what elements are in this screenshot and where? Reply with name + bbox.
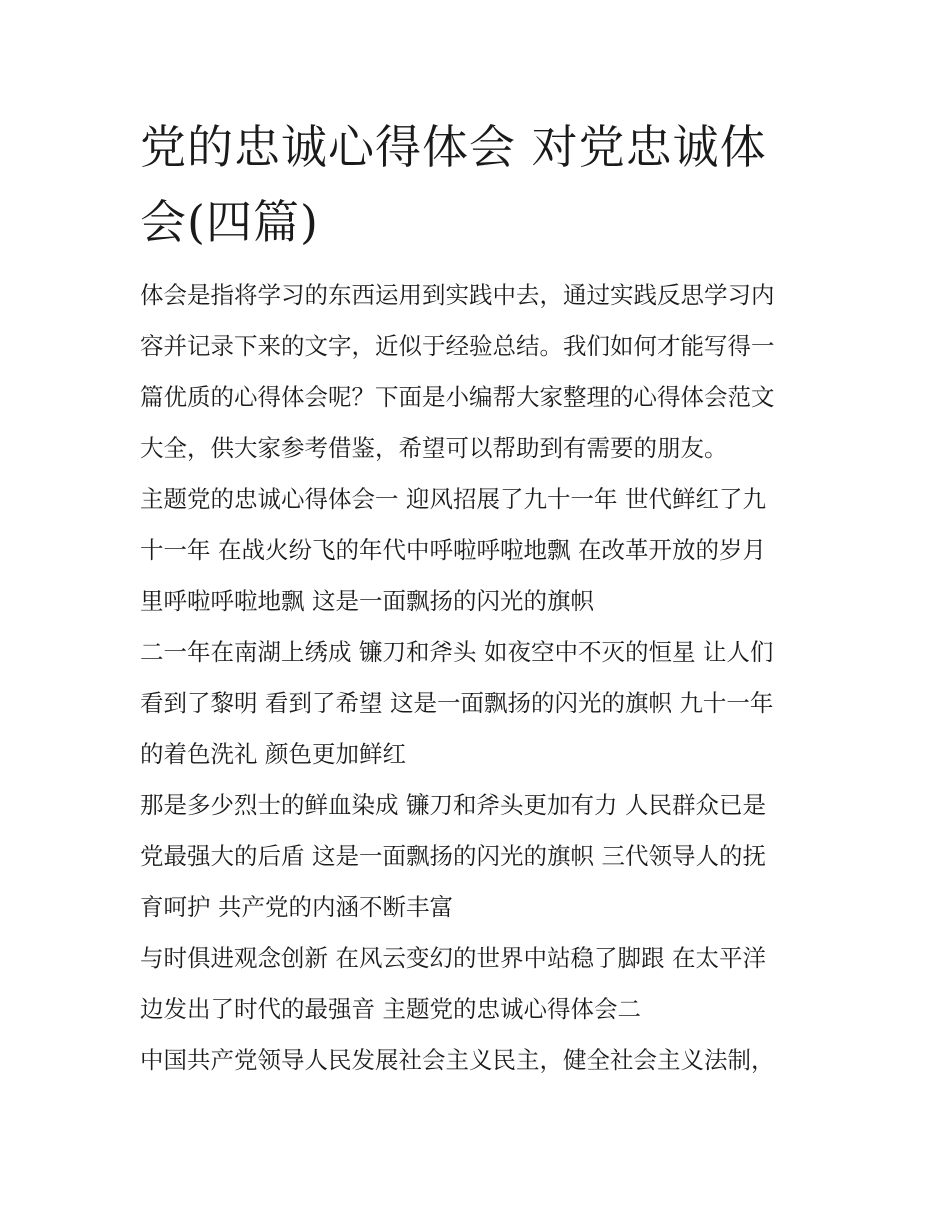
text-line: 体会是指将学习的东西运用到实践中去，通过实践反思学习内 [140, 281, 775, 309]
text-line: 中国共产党领导人民发展社会主义民主，健全社会主义法制， [140, 1046, 775, 1074]
text-line: 大全，供大家参考借鉴，希望可以帮助到有需要的朋友。 [140, 434, 728, 462]
intro-paragraph [140, 270, 820, 474]
title-line: 党的忠诚心得体会 对党忠诚体 [140, 120, 767, 174]
text-line: 容并记录下来的文字，近似于经验总结。我们如何才能写得一 [140, 332, 775, 360]
text-line: 育呵护 共产党的内涵不断丰富 [140, 893, 453, 921]
text-line: 主题党的忠诚心得体会一 迎风招展了九十一年 世代鲜红了九 [140, 485, 766, 513]
text-line: 二一年在南湖上绣成 镰刀和斧头 如夜空中不灭的恒星 让人们 [140, 638, 774, 666]
body-paragraph [140, 933, 820, 1035]
text-line: 与时俱进观念创新 在风云变幻的世界中站稳了脚跟 在太平洋 [140, 944, 766, 972]
text-line: 十一年 在战火纷飞的年代中呼啦呼啦地飘 在改革开放的岁月 [140, 536, 766, 564]
text-line: 篇优质的心得体会呢？下面是小编帮大家整理的心得体会范文 [140, 383, 775, 411]
text-line: 的着色洗礼 颜色更加鲜红 [140, 740, 406, 768]
text-line: 那是多少烈士的鲜血染成 镰刀和斧头更加有力 人民群众已是 [140, 791, 766, 819]
document-title [140, 110, 820, 260]
document-page [140, 110, 820, 1086]
body-paragraph [140, 780, 820, 933]
title-line: 会(四篇) [140, 195, 319, 249]
text-line: 党最强大的后盾 这是一面飘扬的闪光的旗帜 三代领导人的抚 [140, 842, 766, 870]
text-line: 看到了黎明 看到了希望 这是一面飘扬的闪光的旗帜 九十一年 [140, 689, 774, 717]
text-line: 里呼啦呼啦地飘 这是一面飘扬的闪光的旗帜 [140, 587, 594, 615]
text-line: 边发出了时代的最强音 主题党的忠诚心得体会二 [140, 995, 641, 1023]
body-paragraph [140, 474, 820, 627]
body-paragraph [140, 627, 820, 780]
body-paragraph [140, 1035, 820, 1086]
